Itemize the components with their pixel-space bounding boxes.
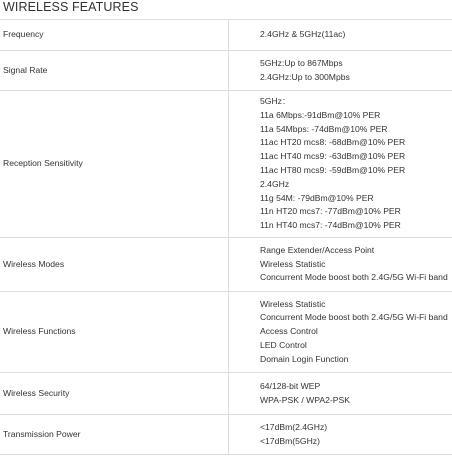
spec-value-line: Domain Login Function	[260, 353, 349, 364]
section-title: WIRELESS FEATURES	[3, 0, 139, 14]
spec-value-line: 5GHz:Up to 867Mbps	[260, 57, 343, 68]
spec-value-line: Wireless Statistic	[260, 298, 326, 309]
spec-value-line: 11ac HT80 mcs9: -59dBm@10% PER	[260, 165, 406, 175]
spec-value-line: 2.4GHz & 5GHz(11ac)	[260, 29, 346, 40]
spec-value-line: 11a 54Mbps: -74dBm@10% PER	[260, 123, 388, 134]
spec-row-wireless-functions	[0, 292, 452, 373]
spec-label: Wireless Modes	[0, 238, 229, 292]
spec-value-line: 2.4GHz	[260, 178, 290, 189]
spec-value-line: <17dBm(2.4GHz)	[260, 421, 328, 432]
spec-row-wireless-security	[0, 373, 452, 415]
spec-value-line: 2.4GHz:Up to 300Mpbs	[260, 71, 350, 82]
spec-value	[229, 20, 452, 51]
spec-value-line: 11a 6Mbps:-91dBm@10% PER	[260, 109, 381, 120]
spec-row-reception-sensitivity	[0, 91, 452, 238]
spec-value	[229, 91, 452, 238]
spec-value-line: 11g 54M: -79dBm@10% PER	[260, 192, 374, 203]
spec-value-line: Range Extender/Access Point	[260, 244, 375, 255]
spec-row-frequency	[0, 20, 452, 51]
spec-label: Reception Sensitivity	[0, 91, 229, 238]
spec-value	[229, 373, 452, 415]
spec-value-line: 11n HT40 mcs7: -74dBm@10% PER	[260, 220, 401, 231]
spec-value-line: Wireless Statistic	[260, 258, 326, 269]
spec-value-line: Concurrent Mode boost both 2.4G/5G Wi-Fi band	[260, 272, 448, 283]
spec-value	[229, 292, 452, 373]
spec-table	[0, 19, 452, 455]
spec-label: Signal Rate	[0, 51, 229, 91]
spec-value-line: Access Control	[260, 326, 318, 337]
spec-label: Frequency	[0, 20, 229, 51]
spec-label: Wireless Functions	[0, 292, 229, 373]
spec-value-line: 5GHz：	[260, 96, 291, 107]
spec-value	[229, 238, 452, 292]
spec-value-line: LED Control	[260, 339, 307, 350]
spec-value-line: 11ac HT40 mcs9: -63dBm@10% PER	[260, 151, 406, 162]
spec-value-line: 64/128-bit WEP	[260, 380, 321, 391]
spec-value	[229, 51, 452, 91]
spec-row-wireless-modes	[0, 238, 452, 292]
spec-value-line: 11n HT20 mcs7: -77dBm@10% PER	[260, 206, 401, 217]
spec-value	[229, 415, 452, 455]
spec-label: Wireless Security	[0, 373, 229, 415]
spec-row-transmission-power	[0, 415, 452, 455]
spec-value-line: <17dBm(5GHz)	[260, 435, 320, 446]
spec-row-signal-rate	[0, 51, 452, 91]
spec-value-line: WPA-PSK / WPA2-PSK	[260, 394, 350, 405]
spec-label: Transmission Power	[0, 415, 229, 455]
spec-value-line: 11ac HT20 mcs8: -68dBm@10% PER	[260, 137, 406, 148]
spec-value-line: Concurrent Mode boost both 2.4G/5G Wi-Fi band	[260, 312, 448, 323]
